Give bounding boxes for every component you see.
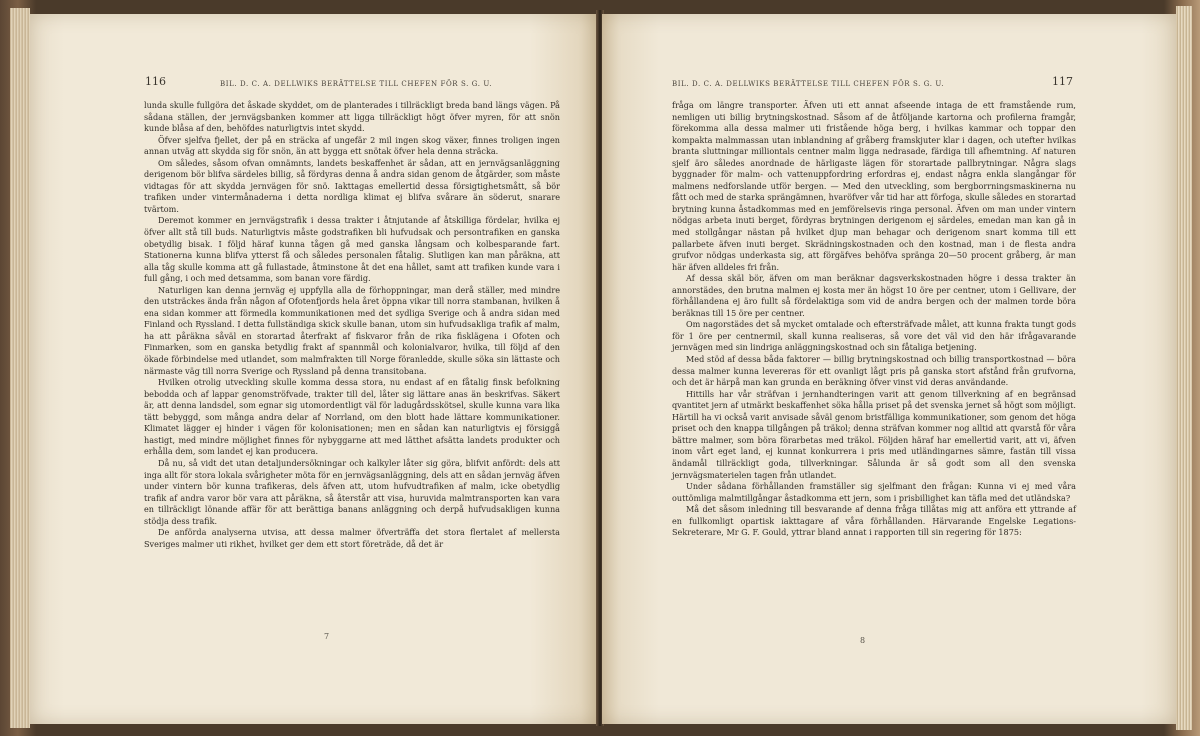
paragraph: lunda skulle fullgöra det åskade skyddet, om de planterades i tillräckligt breda band längs vägen. På sådana ställen, der jernvägsbanken kommer att ligga tillräckligt högt öfver myren, för att snön kunde blåsa af den, behöfdes naturligtvis intet skydd. — [144, 100, 560, 134]
right-signature-mark: 8 — [860, 636, 866, 645]
paragraph: Hittills har vår sträfvan i jernhandteringen varit att genom tillverkning af en begränsad qvantitet jern af utmärkt beskaffenhet söka hålla priset på det svenska jernet så högt som möjligt. Härtill ha vi också varit anvisade såväl genom bristfälliga kommunikationer, som genom det höga priset och den knappa tillgången på träkol; denna sträfvan kommer nog alltid att qvarstå för våra bättre malmer, som böra förarbetas med träkol. Följden häraf har emellertid varit, att vi, äfven inom vårt eget land, ej kunnat konkurrera i pris med utländingarnes sämre, fastän till vissa ändamål tillräckligt goda, tillverkningar. Sålunda är så godt som all den svenska jernvägsmaterielen tagen från utlandet. — [672, 388, 1076, 480]
paragraph: Naturligen kan denna jernväg ej uppfylla alla de förhoppningar, man derå ställer, med mindre den utsträckes ända från någon af Ofotenfjords hela året öppna vikar till norra stambanan, hvilken å ena sidan kommer att förmedla kommunikationen med det sydliga Sverige och å andra sidan med Finland och Ryssland. I detta fullständiga skick skulle banan, utom sin hufvudsakliga trafik af malm, ha att påräkna såväl en storartad återfrakt af fiskvaror från de rika fisklägena i Ofoten och Finmarken, som en ganska betydlig frakt af spannmål och kolonialvaror, hvilka, till följd af den ökade förbindelse med utlandet, som malmfrakten till Norge föranledde, skulle söka sin lättaste och närmaste väg till norra Sverige och Ryssland på denna transitobana. — [144, 284, 560, 376]
paragraph: Må det såsom inledning till besvarande af denna fråga tillåtas mig att anföra ett yttrande af en fullkomligt opartisk iakttagare af våra förhållanden. Härvarande Engelske Legations-Sekreterare, Mr G. F. Gould, yttrar bland annat i rapporten till sin regering för 1875: — [672, 504, 1076, 538]
right-page-number: 117 — [1052, 75, 1073, 88]
paragraph: Hvilken otrolig utveckling skulle komma dessa stora, nu endast af en fåtalig finsk befolkning bebodda och af lappar genomströfvade, trakter till del, låter sig lättare anas än beskrifvas. Säkert är, att denna landsdel, som egnar sig utomordentligt väl för ladugårdsskötsel, skulle kunna vara lika tätt bebyggd, som många andra delar af Norrland, om den blott hade lättare kommunikationer. Klimatet lägger ej hinder i vägen för kolonisationen; men en sådan kan naturligtvis ej försiggå hastigt, med mindre möjlighet finnes för nybyggarne att med lätthet afsätta landets produkter och erhålla dem, som landet ej kan producera. — [144, 377, 560, 457]
page-edges-left — [10, 8, 30, 728]
paragraph: Öfver sjelfva fjellet, der på en sträcka af ungefär 2 mil ingen skog växer, finnes troligen ingen annan utväg att skydda sig för snön, än att bygga ett snötak öfver hela denna sträcka. — [144, 134, 560, 157]
right-page-header — [602, 75, 1176, 94]
page-edges-right — [1176, 6, 1192, 730]
paragraph: Under sådana förhållanden framställer sig sjelfmant den frågan: Kunna vi ej med våra outtömliga malmtillgångar åstadkomma ett jern, som i prisbillighet kan täfla med det utländska? — [672, 481, 1076, 503]
left-running-head: BIL. D. C. A. DELLWIKS BERÄTTELSE TILL CHEFEN FÖR S. G. U. — [220, 80, 493, 88]
right-running-head: BIL. D. C. A. DELLWIKS BERÄTTELSE TILL CHEFEN FÖR S. G. U. — [672, 80, 945, 88]
paragraph: Om således, såsom ofvan omnämnts, landets beskaffenhet är sådan, att en jernvägsanläggning derigenom bör blifva särdeles billig, så fördyras denna å andra sidan genom de åtgärder, som måste vidtagas för att skydda jernvägen för snö. Iakttagas emellertid dessa försigtighetsmått, så bör trafiken under vintermånaderna i detta nordliga klimat ej blifva svårare än söderut, snarare tvärtom. — [144, 157, 560, 214]
paragraph: Af dessa skäl bör, äfven om man beräknar dagsverkskostnaden högre i dessa trakter än annorstädes, den brutna malmen ej kosta mer än högst 10 öre per centner, utom i Gellivare, der förhållandena ej äro fullt så fördelaktiga som vid de andra bergen och der malmen torde böra beräknas till 15 öre per centner. — [672, 273, 1076, 318]
left-page-header — [30, 75, 598, 94]
right-page — [602, 14, 1176, 724]
paragraph: Då nu, så vidt det utan detaljundersökningar och kalkyler låter sig göra, blifvit anfördt: dels att inga allt för stora lokala svårigheter möta för en jernvägsanläggning, dels att en sådan jernväg äfven under vintern bör kunna trafikeras, dels äfven att, utom hufvudtrafiken af malm, icke obetydlig trafik af andra varor bör vara att påräkna, så återstår att visa, huruvida malmtransporten kan vara en tillräckligt lönande affär för att berättiga banans anläggning och derpå hufvudsakligen kunna stödja dess trafik. — [144, 457, 560, 526]
left-signature-mark: 7 — [324, 632, 330, 641]
left-page-body — [144, 100, 560, 550]
paragraph: Deremot kommer en jernvägstrafik i dessa trakter i åtnjutande af åtskilliga fördelar, hvilka ej öfver allt stå till buds. Naturligtvis måste godstrafiken bli hufvudsak och persontrafiken en ganska obetydlig bisak. I följd häraf kunna tågen gå med ganska långsam och kolbesparande fart. Stationerna kunna blifva ytterst få och således personalen fåtalig. Slutligen kan man påräkna, att alla tåg skulle komma att gå fullastade, åtminstone åt det ena hållet, samt att trafiken kunde vara i full gång, i och med detsamma, som banan vore färdig. — [144, 215, 560, 284]
paragraph: De anförda analyserna utvisa, att dessa malmer öfverträffa det stora flertalet af mellersta Sveriges malmer uti rikhet, hvilket ger dem ett stort företräde, då det är — [144, 527, 560, 549]
paragraph: fråga om längre transporter. Äfven uti ett annat afseende intaga de ett framstående rum, nemligen uti billig brytningskostnad. Såsom af de åtföljande kartorna och profilerna framgår, förekomma alla dessa malmer uti fristående höga berg, i hvilkas kammar och toppar den kompakta malmmassan utan inblandning af gråberg framskjuter klar i dagen, och utefter hvilkas branta sluttningar milliontals centner malm ligga nedrasade, färdiga till afhemtning. Af naturen sjelf äro således anordnade de härligaste lägen för storartade pallbrytningar. Några slags byggnader för malm- och vattenuppfordring erfordras ej, endast några enkla slangångar för malmens nedforslande utför bergen. — Med den utveckling, som bergborrningsmaskinerna nu fått och med de starka sprängämnen, hvaröfver vår tid har att förfoga, skulle således en storartad brytning kunna åstadkommas med en jemförelsevis ringa personal. Äfven om man under vintern nödgas arbeta inuti berget, fördyras brytningen derigenom ej särdeles, emedan man kan gå in med stollgångar nästan på hvilket djup man behagar och derigenom snart komma till ett pallarbete äfven inuti berget. Skrädningskostnaden och den kostnad, man i de flesta andra grufvor nödgas underkasta sig, att förgäfves behöfva spränga 20—50 procent gråberg, är man här äfven alldeles fri från. — [672, 100, 1076, 272]
left-page — [30, 14, 598, 724]
paragraph: Med stöd af dessa båda faktorer — billig brytningskostnad och billig transportkostnad — böra dessa malmer kunna levereras för ett ovanligt lågt pris på ganska stort afstånd från grufvorna, och det är härpå man kan grunda en beräkning öfver vinst vid deras användande. — [672, 354, 1076, 388]
right-page-body — [672, 100, 1076, 539]
paragraph: Om nagorstädes det så mycket omtalade och eftersträfvade målet, att kunna frakta tungt gods för 1 öre per centnermil, skall kunna realiseras, så vore det väl vid den här ifrågavarande jernvägen med sin lindriga anläggningskostnad och sin fåtaliga betjening. — [672, 319, 1076, 353]
left-page-number: 116 — [145, 75, 166, 88]
